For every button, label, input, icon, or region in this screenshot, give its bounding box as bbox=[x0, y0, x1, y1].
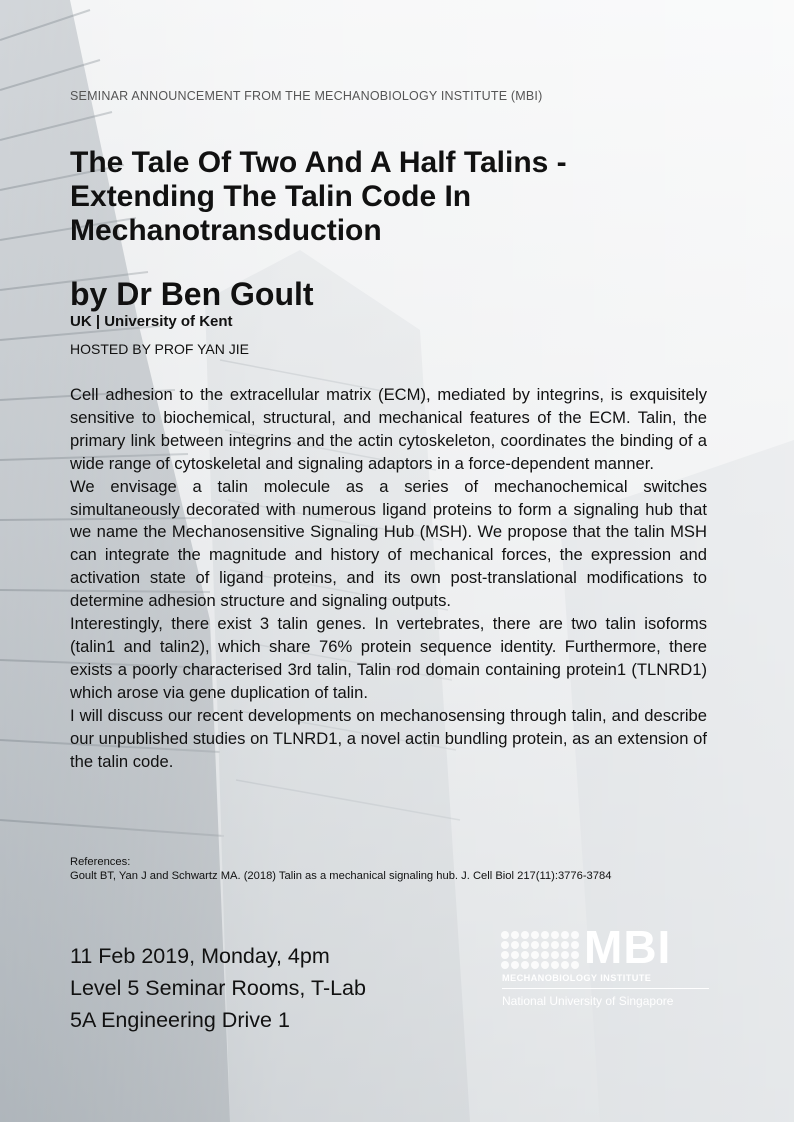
host-line: HOSTED BY PROF YAN JIE bbox=[70, 341, 249, 357]
event-date: 11 Feb 2019, Monday, 4pm bbox=[70, 944, 330, 968]
references-label: References: bbox=[70, 856, 131, 868]
abstract-paragraph: Interestingly, there exist 3 talin genes. In vertebrates, there are two talin isoforms (talin1 and talin2), which share 76% protein sequence identity. Furthermore, there exists a poorly characterised 3rd talin, Talin rod domain containing protein1 (TLNRD1) which arose via gene duplication of talin. bbox=[70, 614, 707, 702]
logo-university: National University of Singapore bbox=[502, 994, 674, 1008]
seminar-title bbox=[70, 146, 720, 248]
abstract-paragraph: We envisage a talin molecule as a series of mechanochemical switches simultaneously decorated with numerous ligand proteins to form a signaling hub that we name the Mechanosensitive Signaling Hub (MSH). We propose that the talin MSH can integrate the magnitude and history of mechanical forces, the expression and activation state of ligand proteins, and its own post-translational modifications to determine adhesion structure and signaling outputs. bbox=[70, 476, 707, 611]
title-line: Extending The Talin Code In bbox=[70, 180, 472, 213]
event-details bbox=[70, 940, 366, 1036]
references bbox=[70, 855, 707, 883]
announcement-kicker: SEMINAR ANNOUNCEMENT FROM THE MECHANOBIOLOGY INSTITUTE (MBI) bbox=[70, 89, 543, 103]
event-address: 5A Engineering Drive 1 bbox=[70, 1008, 290, 1032]
logo-divider bbox=[502, 988, 709, 989]
abstract-paragraph: I will discuss our recent developments on mechanosensing through talin, and describe our unpublished studies on TLNRD1, a novel actin bundling protein, as an extension of the talin code. bbox=[70, 705, 707, 771]
speaker-name: by Dr Ben Goult bbox=[70, 276, 314, 312]
logo-dot-grid-icon bbox=[500, 930, 582, 970]
reference-citation: Goult BT, Yan J and Schwartz MA. (2018) Talin as a mechanical signaling hub. J. Cell Biol 217(11):3776-3784 bbox=[70, 870, 612, 882]
title-line: Mechanotransduction bbox=[70, 214, 382, 247]
logo-subtitle: MECHANOBIOLOGY INSTITUTE bbox=[502, 973, 652, 983]
abstract-paragraph: Cell adhesion to the extracellular matrix (ECM), mediated by integrins, is exquisitely sensitive to biochemical, structural, and mechanical features of the ECM. Talin, the primary link between integrins and the actin cytoskeleton, coordinates the binding of a wide range of cytoskeletal and signaling adaptors in a force-dependent manner. bbox=[70, 385, 707, 473]
abstract bbox=[70, 384, 707, 773]
mbi-logo bbox=[500, 921, 712, 1016]
title-line: The Tale Of Two And A Half Talins - bbox=[70, 146, 567, 179]
speaker-affiliation: UK | University of Kent bbox=[70, 313, 233, 330]
logo-letters: MBI bbox=[584, 921, 672, 973]
event-room: Level 5 Seminar Rooms, T-Lab bbox=[70, 976, 366, 1000]
